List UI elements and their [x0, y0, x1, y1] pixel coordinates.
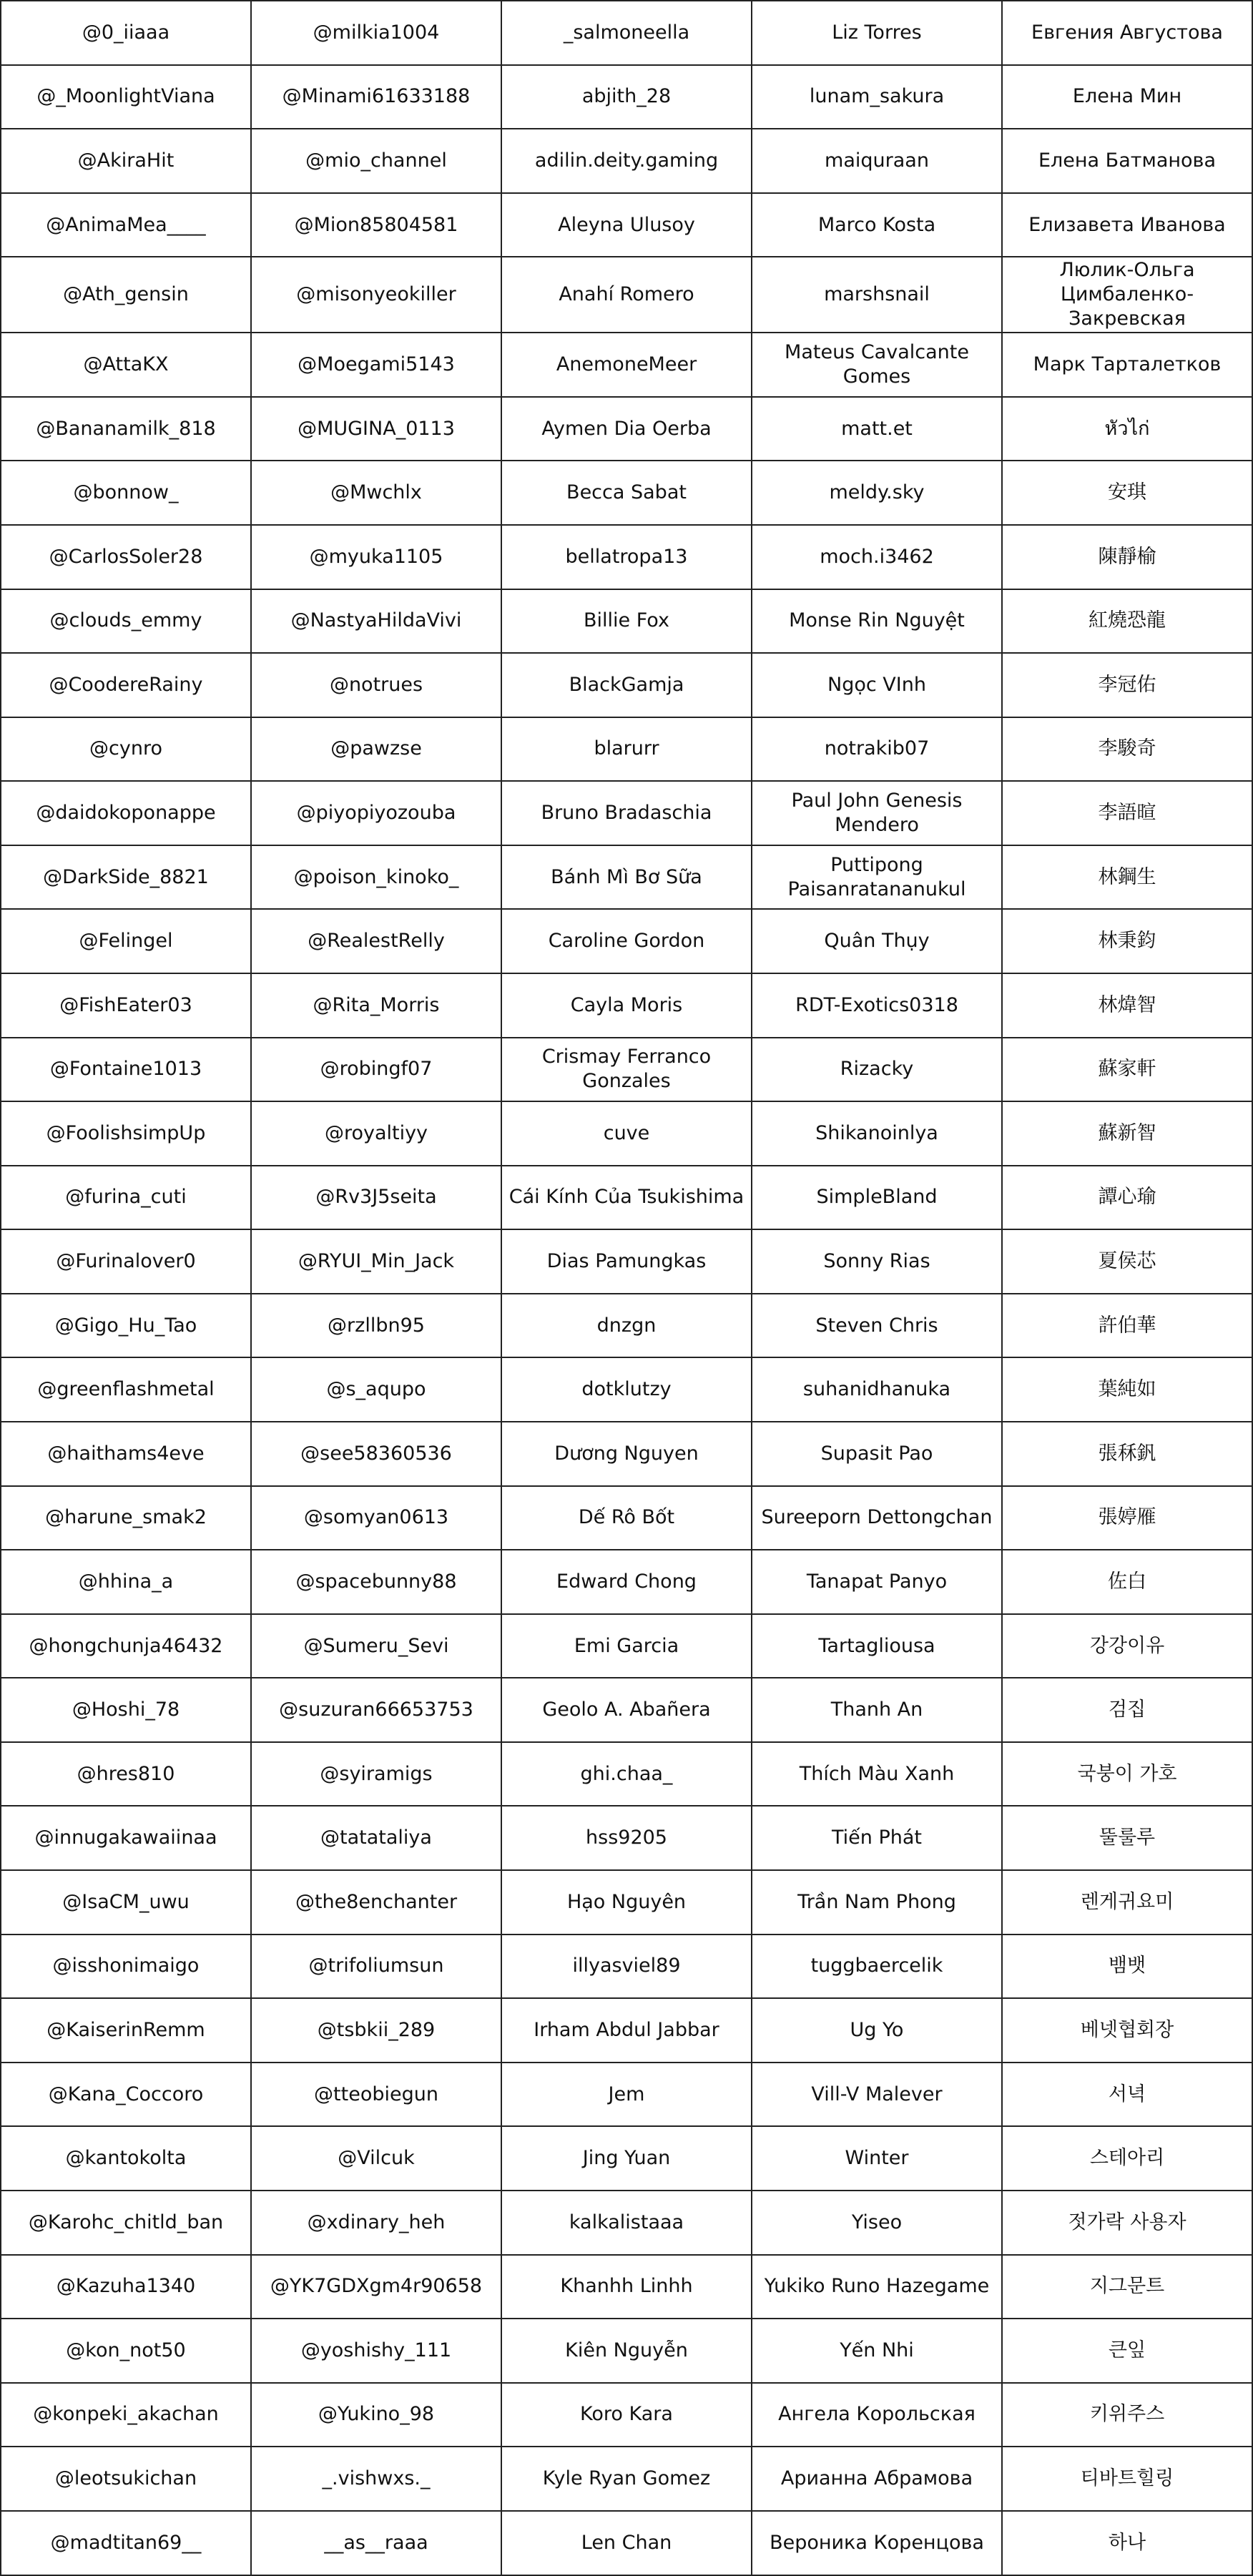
- table-cell: 검집: [1002, 1678, 1252, 1742]
- table-cell: suhanidhanuka: [752, 1357, 1002, 1422]
- table-cell: Dương Nguyen: [501, 1422, 752, 1486]
- table-cell: @NastyaHildaVivi: [251, 589, 501, 654]
- table-cell: @MUGINA_0113: [251, 397, 501, 461]
- table-cell: tuggbaercelik: [752, 1935, 1002, 1999]
- table-cell: 許伯華: [1002, 1294, 1252, 1358]
- table-cell: @Vilcuk: [251, 2126, 501, 2191]
- table-cell: Kiên Nguyễn: [501, 2319, 752, 2383]
- table-cell: Caroline Gordon: [501, 909, 752, 973]
- table-cell: @innugakawaiinaa: [1, 1806, 251, 1870]
- table-cell: Kyle Ryan Gomez: [501, 2447, 752, 2511]
- table-cell: @myuka1105: [251, 525, 501, 589]
- table-cell: Ангела Корольская: [752, 2383, 1002, 2447]
- table-cell: illyasviel89: [501, 1935, 752, 1999]
- table-cell: dnzgn: [501, 1294, 752, 1358]
- table-cell: @RealestRelly: [251, 909, 501, 973]
- table-cell: @somyan0613: [251, 1486, 501, 1550]
- table-cell: @misonyeokiller: [251, 257, 501, 333]
- table-cell: @isshonimaigo: [1, 1935, 251, 1999]
- table-cell: Hạo Nguyên: [501, 1870, 752, 1935]
- table-row: [1, 1935, 1252, 1999]
- table-cell: Jem: [501, 2063, 752, 2127]
- table-cell: 佐白: [1002, 1550, 1252, 1614]
- table-row: [1, 2063, 1252, 2127]
- table-cell: Paul John Genesis Mendero: [752, 781, 1002, 845]
- table-cell: maiquraan: [752, 129, 1002, 193]
- table-cell: ghi.chaa_: [501, 1742, 752, 1806]
- table-cell: @furina_cuti: [1, 1166, 251, 1230]
- table-row: [1, 2255, 1252, 2319]
- table-cell: @0_iiaaa: [1, 1, 251, 65]
- table-row: [1, 1422, 1252, 1486]
- table-cell: Becca Sabat: [501, 461, 752, 525]
- table-cell: Edward Chong: [501, 1550, 752, 1614]
- table-cell: @madtitan69__: [1, 2511, 251, 2575]
- table-cell: Елена Батманова: [1002, 129, 1252, 193]
- table-cell: 張秝釩: [1002, 1422, 1252, 1486]
- table-row: [1, 525, 1252, 589]
- table-cell: adilin.deity.gaming: [501, 129, 752, 193]
- table-cell: 지그문트: [1002, 2255, 1252, 2319]
- table-row: [1, 845, 1252, 910]
- table-cell: 譚心瑜: [1002, 1166, 1252, 1230]
- table-row: [1, 973, 1252, 1038]
- table-row: [1, 2383, 1252, 2447]
- table-cell: 林煒智: [1002, 973, 1252, 1038]
- table-cell: Tiến Phát: [752, 1806, 1002, 1870]
- table-cell: @kon_not50: [1, 2319, 251, 2383]
- table-row: [1, 193, 1252, 257]
- table-cell: @tsbkii_289: [251, 1998, 501, 2063]
- table-cell: 강강이유: [1002, 1614, 1252, 1678]
- table-cell: @AkiraHit: [1, 129, 251, 193]
- table-cell: @Mion85804581: [251, 193, 501, 257]
- table-cell: Thích Màu Xanh: [752, 1742, 1002, 1806]
- table-cell: @xdinary_heh: [251, 2191, 501, 2255]
- table-cell: @poison_kinoko_: [251, 845, 501, 910]
- table-cell: Irham Abdul Jabbar: [501, 1998, 752, 2063]
- table-cell: 티바트힐링: [1002, 2447, 1252, 2511]
- table-row: [1, 1, 1252, 65]
- table-cell: Вероника Коренцова: [752, 2511, 1002, 2575]
- table-row: [1, 1229, 1252, 1294]
- table-cell: Люлик-Ольга Цимбаленко-Закревская: [1002, 257, 1252, 333]
- table-cell: Yukiko Runo Hazegame: [752, 2255, 1002, 2319]
- table-cell: Vill-V Malever: [752, 2063, 1002, 2127]
- table-row: [1, 1550, 1252, 1614]
- table-row: [1, 2447, 1252, 2511]
- table-cell: Mateus Cavalcante Gomes: [752, 333, 1002, 397]
- table-cell: @bonnow_: [1, 461, 251, 525]
- table-cell: 렌게귀요미: [1002, 1870, 1252, 1935]
- table-cell: cuve: [501, 1101, 752, 1166]
- table-cell: lunam_sakura: [752, 65, 1002, 129]
- table-cell: @the8enchanter: [251, 1870, 501, 1935]
- table-cell: notrakib07: [752, 717, 1002, 782]
- table-cell: Steven Chris: [752, 1294, 1002, 1358]
- table-cell: Shikanoinlya: [752, 1101, 1002, 1166]
- table-cell: @hongchunja46432: [1, 1614, 251, 1678]
- table-cell: hss9205: [501, 1806, 752, 1870]
- table-cell: @s_aqupo: [251, 1357, 501, 1422]
- table-cell: @suzuran66653753: [251, 1678, 501, 1742]
- table-cell: @notrues: [251, 653, 501, 717]
- table-cell: marshsnail: [752, 257, 1002, 333]
- table-cell: @spacebunny88: [251, 1550, 501, 1614]
- table-cell: @Rv3J5seita: [251, 1166, 501, 1230]
- table-row: [1, 717, 1252, 782]
- table-row: [1, 65, 1252, 129]
- table-row: [1, 397, 1252, 461]
- table-row: [1, 909, 1252, 973]
- table-cell: @Rita_Morris: [251, 973, 501, 1038]
- table-cell: Aleyna Ulusoy: [501, 193, 752, 257]
- table-cell: Marco Kosta: [752, 193, 1002, 257]
- table-row: [1, 333, 1252, 397]
- table-cell: Monse Rin Nguyệt: [752, 589, 1002, 654]
- table-cell: 국붕이 가호: [1002, 1742, 1252, 1806]
- table-cell: @kantokolta: [1, 2126, 251, 2191]
- table-row: [1, 1294, 1252, 1358]
- table-cell: 뚤룰루: [1002, 1806, 1252, 1870]
- table-cell: _salmoneella: [501, 1, 752, 65]
- table-cell: @robingf07: [251, 1038, 501, 1102]
- table-cell: Tartagliousa: [752, 1614, 1002, 1678]
- table-cell: @YK7GDXgm4r90658: [251, 2255, 501, 2319]
- table-cell: meldy.sky: [752, 461, 1002, 525]
- table-cell: dotklutzy: [501, 1357, 752, 1422]
- table-cell: SimpleBland: [752, 1166, 1002, 1230]
- table-cell: 張婷雁: [1002, 1486, 1252, 1550]
- table-cell: @CarlosSoler28: [1, 525, 251, 589]
- table-cell: @RYUI_Min_Jack: [251, 1229, 501, 1294]
- table-cell: @cynro: [1, 717, 251, 782]
- table-cell: BlackGamja: [501, 653, 752, 717]
- table-cell: @clouds_emmy: [1, 589, 251, 654]
- table-cell: 安琪: [1002, 461, 1252, 525]
- table-cell: Елена Мин: [1002, 65, 1252, 129]
- table-cell: Cayla Moris: [501, 973, 752, 1038]
- table-row: [1, 1998, 1252, 2063]
- table-row: [1, 129, 1252, 193]
- table-cell: @DarkSide_8821: [1, 845, 251, 910]
- table-cell: 李駿奇: [1002, 717, 1252, 782]
- table-cell: Арианна Абрамова: [752, 2447, 1002, 2511]
- table-cell: Thanh An: [752, 1678, 1002, 1742]
- table-row: [1, 2191, 1252, 2255]
- table-cell: 뱀뱃: [1002, 1935, 1252, 1999]
- table-cell: @Sumeru_Sevi: [251, 1614, 501, 1678]
- table-cell: 紅燒恐龍: [1002, 589, 1252, 654]
- table-cell: Sureeporn Dettongchan: [752, 1486, 1002, 1550]
- table-cell: Tanapat Panyo: [752, 1550, 1002, 1614]
- table-row: [1, 461, 1252, 525]
- table-row: [1, 1038, 1252, 1102]
- table-cell: @Mwchlx: [251, 461, 501, 525]
- table-row: [1, 781, 1252, 845]
- table-cell: Марк Тарталетков: [1002, 333, 1252, 397]
- table-cell: Елизавета Иванова: [1002, 193, 1252, 257]
- table-cell: 서녁: [1002, 2063, 1252, 2127]
- table-cell: @Bananamilk_818: [1, 397, 251, 461]
- table-cell: Yiseo: [752, 2191, 1002, 2255]
- table-cell: @Furinalover0: [1, 1229, 251, 1294]
- table-row: [1, 1614, 1252, 1678]
- table-cell: @AnimaMea____: [1, 193, 251, 257]
- table-cell: 하나: [1002, 2511, 1252, 2575]
- table-cell: 蘇新智: [1002, 1101, 1252, 1166]
- table-cell: @FoolishsimpUp: [1, 1101, 251, 1166]
- table-cell: bellatropa13: [501, 525, 752, 589]
- table-cell: Quân Thụy: [752, 909, 1002, 973]
- table-cell: @Felingel: [1, 909, 251, 973]
- table-cell: abjith_28: [501, 65, 752, 129]
- table-cell: Winter: [752, 2126, 1002, 2191]
- table-cell: moch.i3462: [752, 525, 1002, 589]
- table-row: [1, 653, 1252, 717]
- table-cell: Bruno Bradaschia: [501, 781, 752, 845]
- table-cell: @syiramigs: [251, 1742, 501, 1806]
- table-cell: @Minami61633188: [251, 65, 501, 129]
- table-cell: @Fontaine1013: [1, 1038, 251, 1102]
- table-cell: 陳靜榆: [1002, 525, 1252, 589]
- table-cell: @rzllbn95: [251, 1294, 501, 1358]
- table-cell: @royaltiyy: [251, 1101, 501, 1166]
- table-cell: Sonny Rias: [752, 1229, 1002, 1294]
- table-cell: 스테아리: [1002, 2126, 1252, 2191]
- table-cell: Dias Pamungkas: [501, 1229, 752, 1294]
- table-cell: @piyopiyozouba: [251, 781, 501, 845]
- table-cell: kalkalistaaa: [501, 2191, 752, 2255]
- table-cell: @FishEater03: [1, 973, 251, 1038]
- table-cell: @Yukino_98: [251, 2383, 501, 2447]
- table-cell: @Moegami5143: [251, 333, 501, 397]
- table-cell: @AttaKX: [1, 333, 251, 397]
- table-row: [1, 1166, 1252, 1230]
- table-cell: 李冠佑: [1002, 653, 1252, 717]
- table-cell: Billie Fox: [501, 589, 752, 654]
- table-row: [1, 1101, 1252, 1166]
- table-cell: @Ath_gensin: [1, 257, 251, 333]
- table-cell: @pawzse: [251, 717, 501, 782]
- table-cell: @Karohc_chitld_ban: [1, 2191, 251, 2255]
- table-cell: 큰잎: [1002, 2319, 1252, 2383]
- table-cell: Ug Yo: [752, 1998, 1002, 2063]
- table-cell: 李語暄: [1002, 781, 1252, 845]
- table-row: [1, 1357, 1252, 1422]
- table-cell: 蘇家軒: [1002, 1038, 1252, 1102]
- table-cell: @IsaCM_uwu: [1, 1870, 251, 1935]
- table-cell: Puttipong Paisanratananukul: [752, 845, 1002, 910]
- table-cell: Trần Nam Phong: [752, 1870, 1002, 1935]
- table-cell: @haithams4eve: [1, 1422, 251, 1486]
- table-cell: @harune_smak2: [1, 1486, 251, 1550]
- table-cell: @see58360536: [251, 1422, 501, 1486]
- table-cell: RDT-Exotics0318: [752, 973, 1002, 1038]
- table-cell: @daidokoponappe: [1, 781, 251, 845]
- table-cell: Supasit Pao: [752, 1422, 1002, 1486]
- table-cell: 키위주스: [1002, 2383, 1252, 2447]
- table-cell: Anahí Romero: [501, 257, 752, 333]
- table-cell: @Hoshi_78: [1, 1678, 251, 1742]
- table-cell: @Kazuha1340: [1, 2255, 251, 2319]
- table-cell: 林秉鈞: [1002, 909, 1252, 973]
- table-cell: หัวไก่: [1002, 397, 1252, 461]
- table-cell: @konpeki_akachan: [1, 2383, 251, 2447]
- table-cell: @mio_channel: [251, 129, 501, 193]
- table-cell: @yoshishy_111: [251, 2319, 501, 2383]
- table-cell: @Gigo_Hu_Tao: [1, 1294, 251, 1358]
- table-cell: @milkia1004: [251, 1, 501, 65]
- table-cell: Bánh Mì Bơ Sữa: [501, 845, 752, 910]
- table-cell: Geolo A. Abañera: [501, 1678, 752, 1742]
- table-row: [1, 1870, 1252, 1935]
- table-cell: matt.et: [752, 397, 1002, 461]
- table-cell: 베넷협회장: [1002, 1998, 1252, 2063]
- table-row: [1, 1678, 1252, 1742]
- table-cell: @hres810: [1, 1742, 251, 1806]
- table-cell: Aymen Dia Oerba: [501, 397, 752, 461]
- table-cell: Len Chan: [501, 2511, 752, 2575]
- table-row: [1, 589, 1252, 654]
- table-row: [1, 1486, 1252, 1550]
- table-cell: @tteobiegun: [251, 2063, 501, 2127]
- table-row: [1, 1806, 1252, 1870]
- table-cell: 葉純如: [1002, 1357, 1252, 1422]
- table-cell: 夏侯芯: [1002, 1229, 1252, 1294]
- table-body: [1, 1, 1252, 2575]
- table-cell: Khanhh Linhh: [501, 2255, 752, 2319]
- table-cell: @trifoliumsun: [251, 1935, 501, 1999]
- table-row: [1, 257, 1252, 333]
- table-cell: @leotsukichan: [1, 2447, 251, 2511]
- table-cell: _.vishwxs._: [251, 2447, 501, 2511]
- table-cell: Rizacky: [752, 1038, 1002, 1102]
- table-cell: @_MoonlightViana: [1, 65, 251, 129]
- table-cell: Евгения Августова: [1002, 1, 1252, 65]
- table-cell: @CoodereRainy: [1, 653, 251, 717]
- table-cell: Emi Garcia: [501, 1614, 752, 1678]
- table-cell: @Kana_Coccoro: [1, 2063, 251, 2127]
- table-row: [1, 1742, 1252, 1806]
- table-cell: Ngọc VInh: [752, 653, 1002, 717]
- table-cell: @tatataliya: [251, 1806, 501, 1870]
- table-cell: AnemoneMeer: [501, 333, 752, 397]
- table-cell: Crismay Ferranco Gonzales: [501, 1038, 752, 1102]
- table-cell: __as__raaa: [251, 2511, 501, 2575]
- table-cell: Dế Rô Bốt: [501, 1486, 752, 1550]
- table-cell: @KaiserinRemm: [1, 1998, 251, 2063]
- table-row: [1, 2511, 1252, 2575]
- table-cell: 林鋼生: [1002, 845, 1252, 910]
- table-cell: @hhina_a: [1, 1550, 251, 1614]
- table-cell: blarurr: [501, 717, 752, 782]
- table-cell: Jing Yuan: [501, 2126, 752, 2191]
- table-row: [1, 2126, 1252, 2191]
- table-cell: Liz Torres: [752, 1, 1002, 65]
- table-row: [1, 2319, 1252, 2383]
- table-cell: 젓가락 사용자: [1002, 2191, 1252, 2255]
- table-cell: Koro Kara: [501, 2383, 752, 2447]
- table-cell: Cái Kính Của Tsukishima: [501, 1166, 752, 1230]
- table-cell: @greenflashmetal: [1, 1357, 251, 1422]
- table-cell: Yến Nhi: [752, 2319, 1002, 2383]
